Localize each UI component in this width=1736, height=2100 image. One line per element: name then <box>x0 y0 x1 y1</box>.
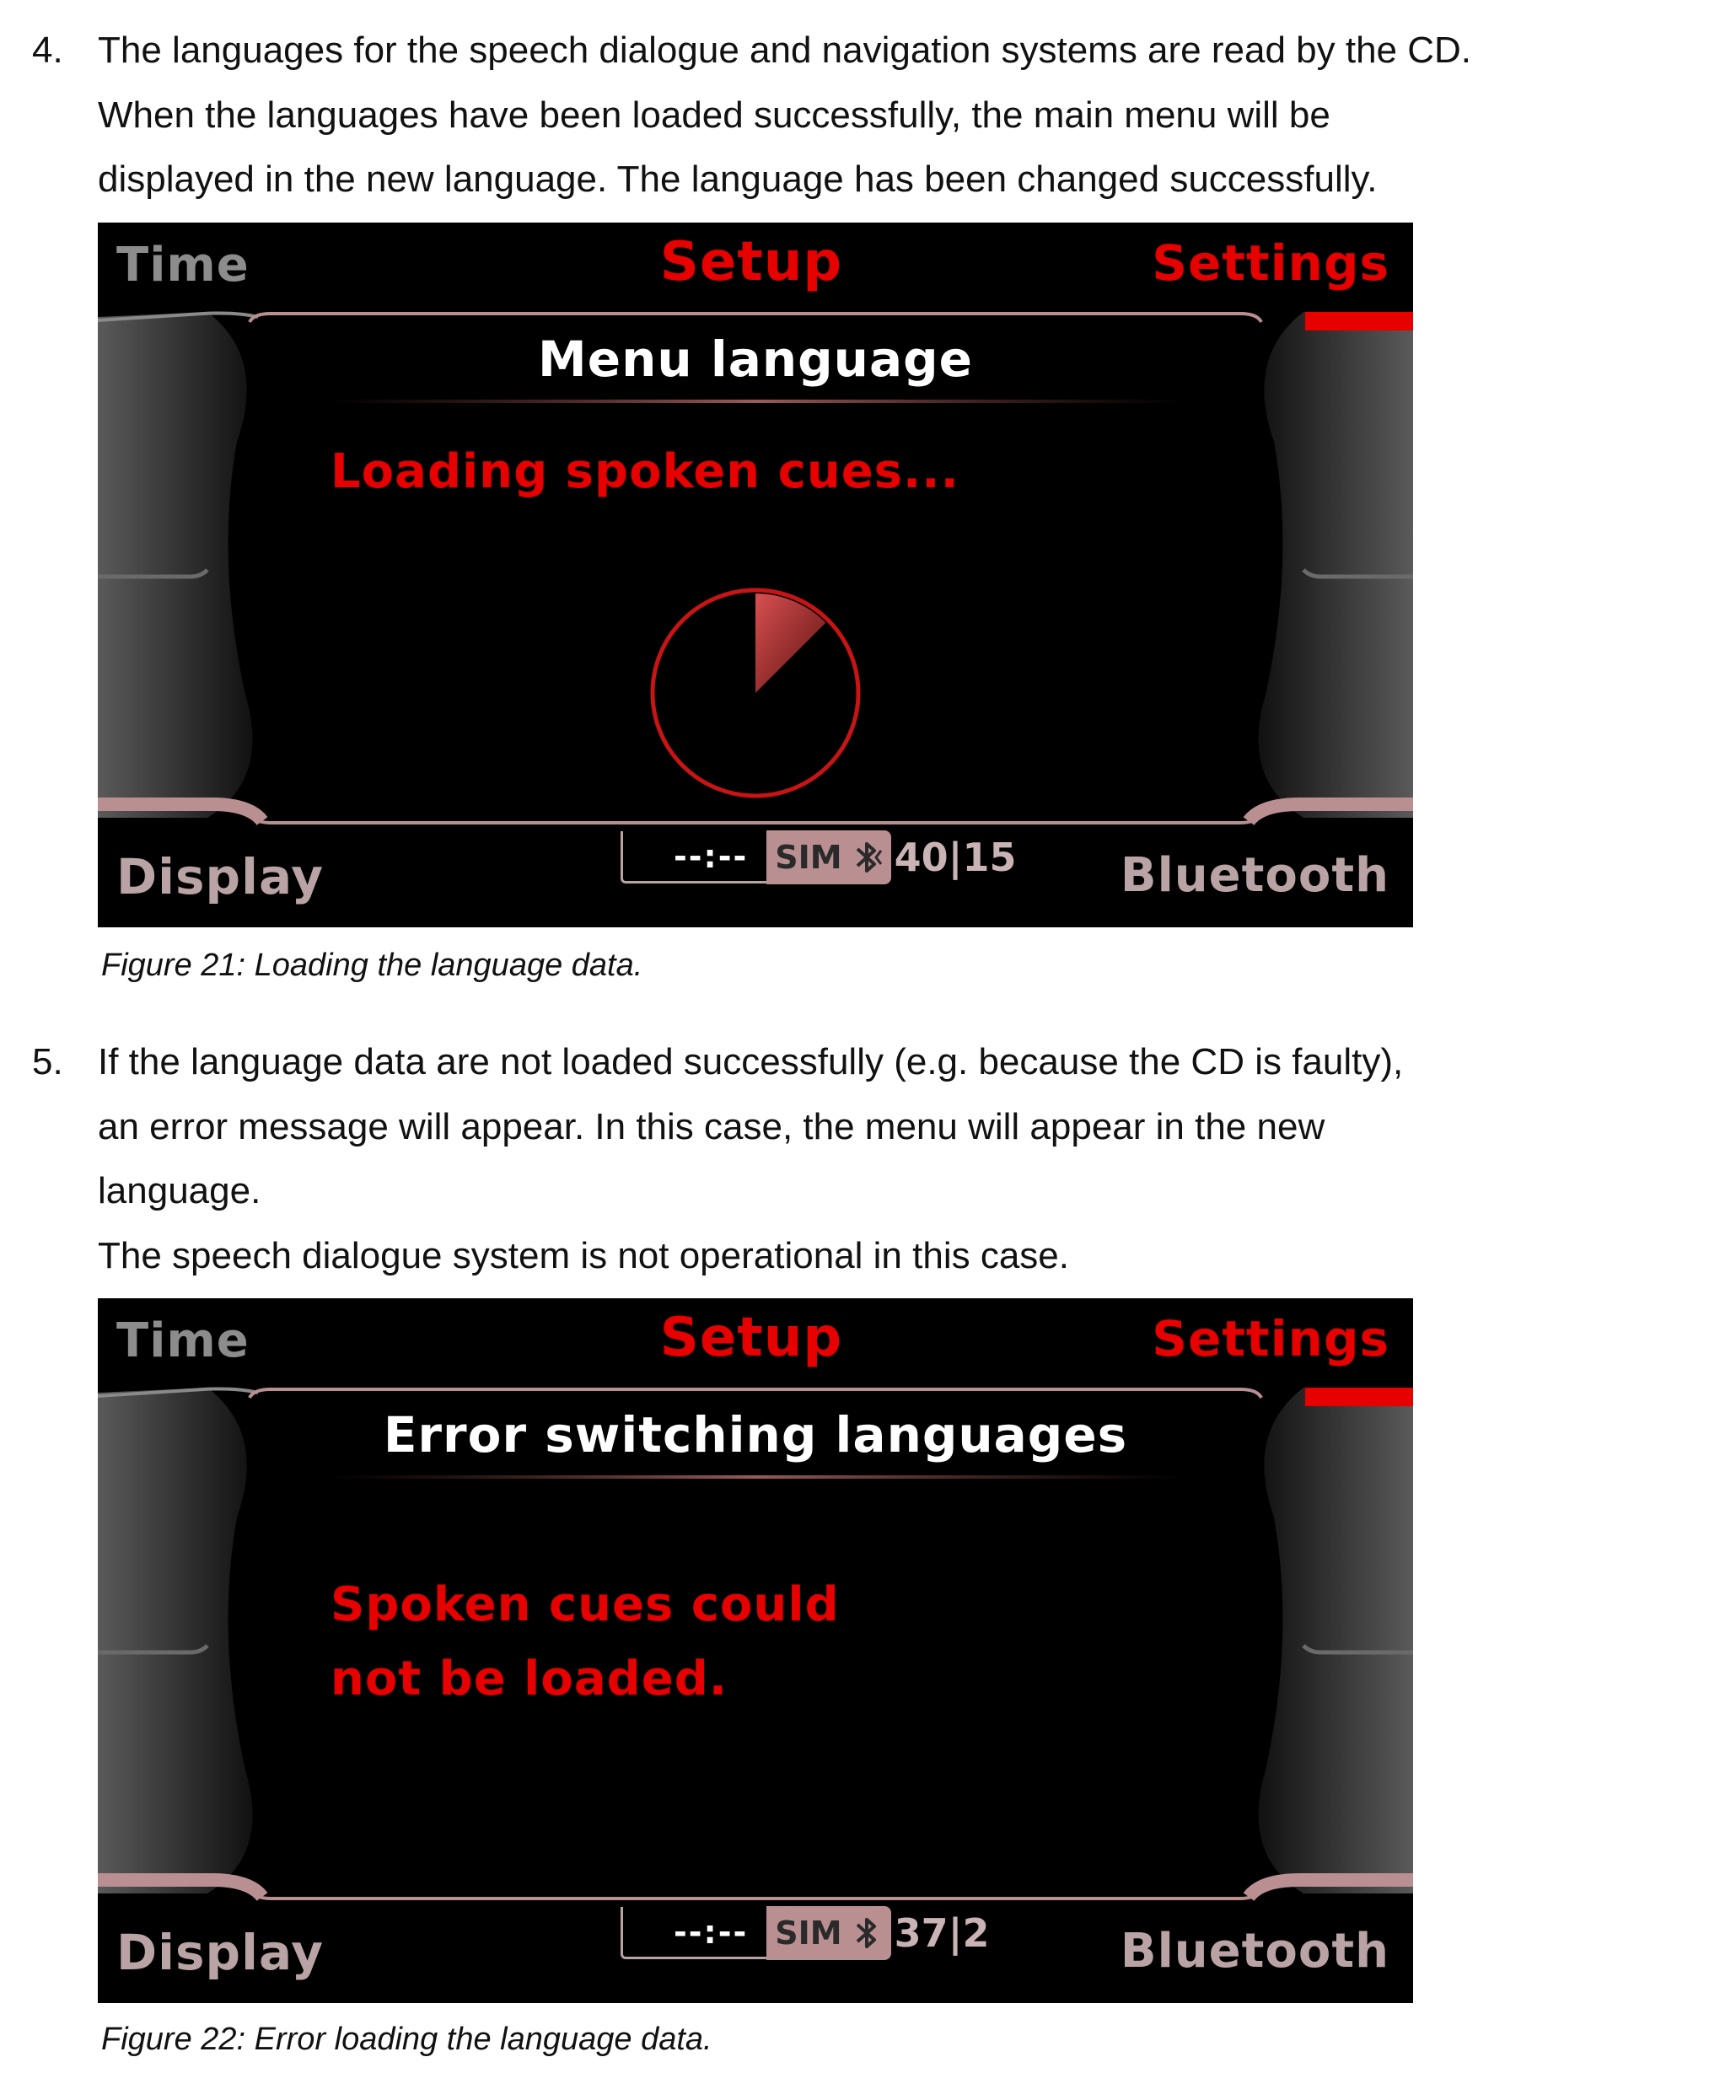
step-line: displayed in the new language. The language has been changed successfully. <box>98 158 1378 200</box>
step-line: language. <box>98 1170 261 1211</box>
sim-label: SIM <box>775 839 842 876</box>
menu-title-setup: Setup <box>659 231 843 293</box>
bluetooth-icon <box>851 839 884 876</box>
figure-caption: Figure 21: Loading the language data. <box>101 948 643 983</box>
mmi-screen-error <box>98 1298 1413 2003</box>
softkey-bluetooth[interactable]: Bluetooth <box>1120 1924 1389 1979</box>
status-message <box>331 435 959 509</box>
clock-readout: --:-- <box>621 831 766 884</box>
figure-caption: Figure 22: Error loading the language data. <box>101 2022 712 2057</box>
softkey-display[interactable]: Display <box>116 848 325 905</box>
signal-counts: 40|15 <box>894 835 1017 880</box>
sim-indicator <box>766 1906 890 1960</box>
menu-title-setup: Setup <box>659 1307 843 1369</box>
screen-heading: Error switching languages <box>383 1406 1128 1464</box>
status-bar <box>621 1907 989 1959</box>
clock-readout: --:-- <box>621 1907 766 1959</box>
softkey-settings[interactable]: Settings <box>1152 234 1389 292</box>
mmi-screen-loading <box>98 223 1413 927</box>
step-body <box>98 1030 1700 1288</box>
softkey-settings[interactable]: Settings <box>1152 1310 1389 1367</box>
message-line: not be loaded. <box>331 1652 728 1706</box>
step-number: 5. <box>32 1041 63 1082</box>
signal-counts: 37|2 <box>894 1910 990 1956</box>
status-bar <box>621 831 1016 884</box>
step-number: 4. <box>32 30 63 71</box>
message-line: Loading spoken cues... <box>331 444 959 499</box>
softkey-display[interactable]: Display <box>116 1924 325 1981</box>
sim-label: SIM <box>775 1915 842 1952</box>
step-line: The languages for the speech dialogue and navigation systems are read by the CD. <box>98 30 1472 71</box>
bluetooth-icon <box>851 1915 884 1952</box>
screen-heading: Menu language <box>538 330 973 388</box>
screen-frame <box>98 223 1413 927</box>
step-line: The speech dialogue system is not operational in this case. <box>98 1234 1069 1276</box>
step-line: an error message will appear. In this case, the menu will appear in the new <box>98 1105 1325 1147</box>
error-message <box>331 1568 840 1716</box>
message-line: Spoken cues could <box>331 1577 840 1632</box>
step-4 <box>32 19 1685 221</box>
step-5 <box>32 1030 1685 1292</box>
softkey-bluetooth[interactable]: Bluetooth <box>1120 848 1389 903</box>
sim-indicator <box>766 830 890 884</box>
softkey-time[interactable]: Time <box>116 1313 250 1368</box>
step-line: When the languages have been loaded successfully, the main menu will be <box>98 94 1330 136</box>
step-line: If the language data are not loaded successfully (e.g. because the CD is faulty), <box>98 1041 1404 1082</box>
softkey-time[interactable]: Time <box>116 238 250 293</box>
step-body <box>98 19 1700 212</box>
